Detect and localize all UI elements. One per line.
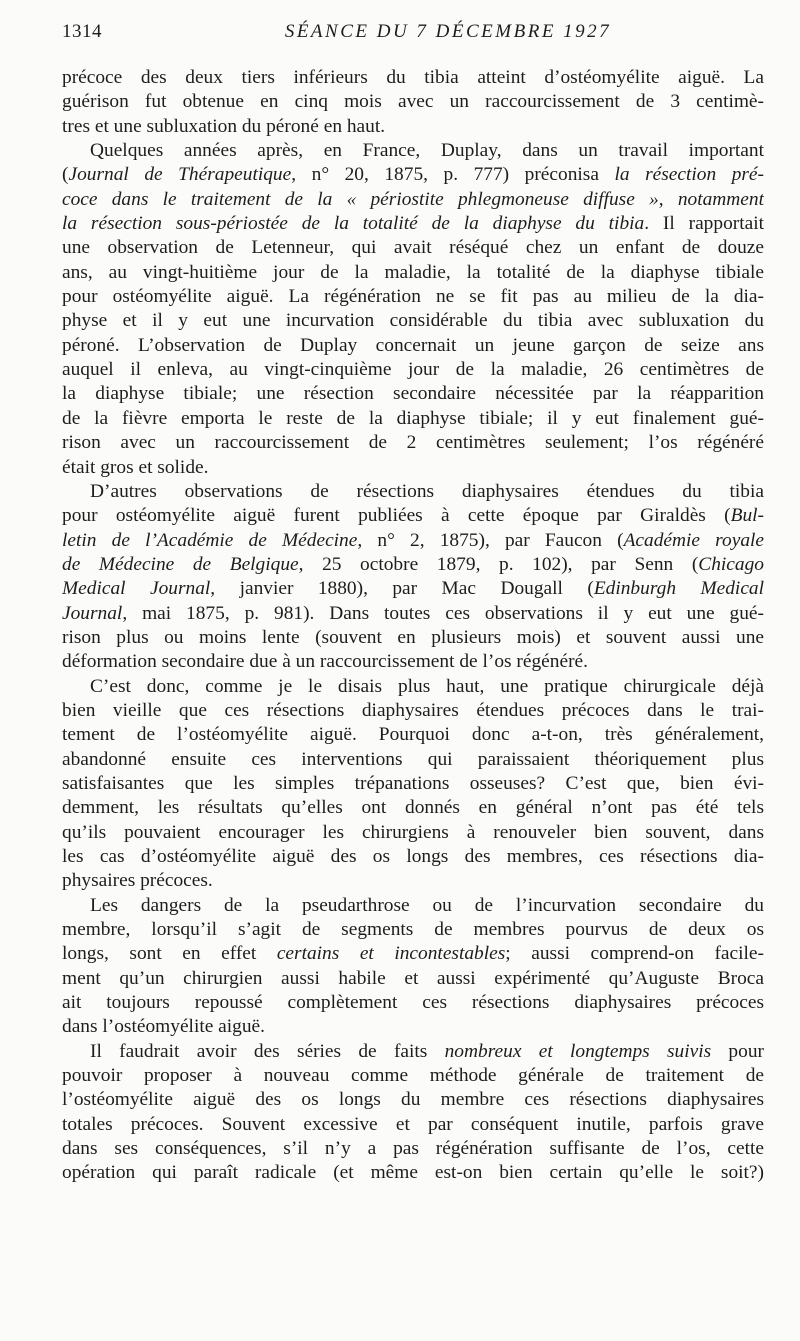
text-line	[62, 139, 764, 163]
text-line	[62, 212, 764, 236]
paragraph	[62, 480, 764, 675]
italic-run: certains et incontestables	[276, 943, 506, 965]
text-line	[62, 188, 764, 212]
text-run: tres et une subluxation du péroné en haut.	[62, 115, 386, 137]
page-number: 1314	[62, 21, 102, 42]
italic-run: Journal de Thérapeutique	[68, 164, 292, 186]
paragraph	[62, 139, 764, 480]
text-run: rison plus ou moins lente (souvent en plusieurs mois) et souvent aussi une	[62, 626, 764, 648]
text-run: l’ostéomyélite aiguë des os longs du membre ces résections diaphysaires	[62, 1089, 764, 1111]
text-line	[62, 942, 764, 966]
text-line	[62, 1088, 764, 1112]
text-line	[62, 748, 764, 772]
text-run: dans l’ostéomyélite aiguë.	[62, 1016, 266, 1038]
text-run: demment, les résultats qu’elles ont donnés en général n’ont pas été tels	[62, 797, 764, 819]
text-line	[62, 650, 764, 674]
italic-run: de Médecine de Belgique	[62, 553, 299, 575]
text-line	[62, 163, 764, 187]
text-line	[62, 723, 764, 747]
text-line	[62, 699, 764, 723]
paragraph	[62, 894, 764, 1040]
text-line	[62, 358, 764, 382]
text-run: de la fièvre emporta le reste de la diaphyse tibiale; il y eut finalement gué-	[62, 407, 764, 429]
text-run: physaires précoces.	[62, 870, 213, 892]
text-line	[62, 431, 764, 455]
text-line	[62, 407, 764, 431]
text-run: rison avec un raccourcissement de 2 centimètres seulement; l’os régénéré	[62, 432, 764, 454]
text-run: Les dangers de la pseudarthrose ou de l’incurvation secondaire du	[90, 894, 764, 916]
running-title: SÉANCE DU 7 DÉCEMBRE 1927	[284, 21, 612, 42]
text-run: était gros et solide.	[62, 456, 209, 478]
text-line	[62, 1040, 764, 1064]
text-line	[62, 90, 764, 114]
text-line	[62, 991, 764, 1015]
text-line	[62, 66, 764, 90]
italic-run: Medical Journal	[62, 578, 211, 600]
text-line	[62, 1137, 764, 1161]
paragraph	[62, 1040, 764, 1186]
text-run: (	[62, 164, 69, 186]
text-run: totales précoces. Souvent excessive et par conséquent inutile, parfois grave	[62, 1113, 764, 1135]
italic-run: coce dans le traitement de la « périostite phlegmoneuse diffuse »	[62, 188, 659, 210]
italic-run: Académie royale	[623, 529, 764, 551]
text-line	[62, 626, 764, 650]
text-run: Il faudrait avoir des séries de faits	[90, 1040, 445, 1062]
italic-run: Bul-	[730, 505, 764, 527]
text-run: ans, au vingt-huitième jour de la maladie, la totalité de la diaphyse tibiale	[62, 261, 764, 283]
text-run: la diaphyse tibiale; une résection secondaire nécessitée par la réapparition	[62, 383, 764, 405]
text-run: tement de l’ostéomyélite aiguë. Pourquoi donc a-t-on, très généralement,	[62, 724, 764, 746]
italic-run: letin de l’Académie de Médecine	[62, 529, 358, 551]
text-run: ,	[658, 188, 678, 210]
text-line	[62, 845, 764, 869]
text-line	[62, 796, 764, 820]
text-run: dans ses conséquences, s’il n’y a pas régénération suffisante de l’os, cette	[62, 1138, 764, 1160]
text-line	[62, 918, 764, 942]
text-line	[62, 236, 764, 260]
text-run: auquel il enleva, au vingt-cinquième jour de la maladie, 26 centimètres de	[62, 359, 764, 381]
text-run: D’autres observations de résections diaphysaires étendues du tibia	[90, 480, 764, 502]
text-run: ait toujours repoussé complètement ces résections diaphysaires précoces	[62, 992, 764, 1014]
page-header	[62, 19, 764, 45]
text-run: , n° 2, 1875), par Faucon (	[357, 529, 624, 551]
text-run: membre, lorsqu’il s’agit de segments de membres pourvus de deux os	[62, 919, 764, 941]
text-run: guérison fut obtenue en cinq mois avec un raccourcissement de 3 centimè-	[62, 91, 764, 113]
text-run: , janvier 1880), par Mac Dougall (	[210, 578, 594, 600]
text-line	[62, 602, 764, 626]
italic-run: notamment	[677, 188, 764, 210]
text-run: pour	[711, 1040, 764, 1062]
text-line	[62, 261, 764, 285]
text-line	[62, 334, 764, 358]
text-run: bien vieille que ces résections diaphysaires étendues précoces dans le trai-	[62, 699, 764, 721]
italic-run: Journal	[62, 602, 123, 624]
text-line	[62, 675, 764, 699]
italic-run: la résection sous-périostée de la totalité de la diaphyse du tibia	[62, 213, 645, 235]
text-run: précoce des deux tiers inférieurs du tibia atteint d’ostéomyélite aiguë. La	[62, 67, 764, 88]
text-line	[62, 1015, 764, 1039]
text-line	[62, 309, 764, 333]
italic-run: nombreux et longtemps suivis	[444, 1040, 712, 1062]
text-run: opération qui paraît radicale (et même est-on bien certain qu’elle le soit?)	[62, 1162, 764, 1184]
text-run: , mai 1875, p. 981). Dans toutes ces observations il y eut une gué-	[122, 602, 764, 624]
text-line	[62, 821, 764, 845]
text-run: , n° 20, 1875, p. 777) préconisa	[291, 164, 615, 186]
text-run: pour ostéomyélite aiguë furent publiées à cette époque par Giraldès (	[62, 505, 731, 527]
text-run: physe et il y eut une incurvation considérable du tibia avec subluxation du	[62, 310, 764, 332]
text-run: abandonné ensuite ces interventions qui paraissaient théoriquement plus	[62, 748, 764, 770]
text-run: . Il rapportait	[644, 213, 764, 235]
text-run: qu’ils pouvaient encourager les chirurgiens à renouveler bien souvent, dans	[62, 821, 764, 843]
text-run: ment qu’un chirurgien aussi habile et aussi expérimenté qu’Auguste Broca	[62, 967, 764, 989]
text-run: pouvoir proposer à nouveau comme méthode générale de traitement de	[62, 1065, 764, 1087]
text-line	[62, 894, 764, 918]
text-line	[62, 967, 764, 991]
text-line	[62, 577, 764, 601]
text-line	[62, 382, 764, 406]
text-run: déformation secondaire due à un raccourcissement de l’os régénéré.	[62, 651, 588, 673]
text-run: , 25 octobre 1879, p. 102), par Senn (	[298, 553, 699, 575]
paragraph	[62, 675, 764, 894]
text-run: C’est donc, comme je le disais plus haut, une pratique chirurgicale déjà	[90, 675, 764, 697]
text-line	[62, 115, 764, 139]
text-line	[62, 504, 764, 528]
paragraph	[62, 66, 764, 139]
text-line	[62, 285, 764, 309]
text-run: une observation de Letenneur, qui avait réséqué chez un enfant de douze	[62, 237, 764, 259]
text-line	[62, 480, 764, 504]
italic-run: la résection pré-	[614, 164, 764, 186]
text-line	[62, 529, 764, 553]
text-run: Quelques années après, en France, Duplay, dans un travail important	[90, 140, 764, 162]
text-run: longs, sont en effet	[62, 943, 277, 965]
text-line	[62, 869, 764, 893]
text-run: péroné. L’observation de Duplay concernait un jeune garçon de seize ans	[62, 334, 764, 356]
text-line	[62, 1161, 764, 1185]
text-line	[62, 553, 764, 577]
text-line	[62, 456, 764, 480]
body-text	[62, 66, 764, 1186]
text-line	[62, 772, 764, 796]
text-run: satisfaisantes que les simples trépanations osseuses? C’est que, bien évi-	[62, 772, 764, 794]
text-run: pour ostéomyélite aiguë. La régénération ne se fit pas au milieu de la dia-	[62, 286, 764, 308]
italic-run: Edinburgh Medical	[593, 578, 764, 600]
text-line	[62, 1064, 764, 1088]
text-line	[62, 1113, 764, 1137]
italic-run: Chicago	[698, 553, 764, 575]
text-run: les cas d’ostéomyélite aiguë des os longs des membres, ces résections dia-	[62, 846, 764, 867]
text-run: ; aussi comprend-on facile-	[505, 943, 764, 965]
